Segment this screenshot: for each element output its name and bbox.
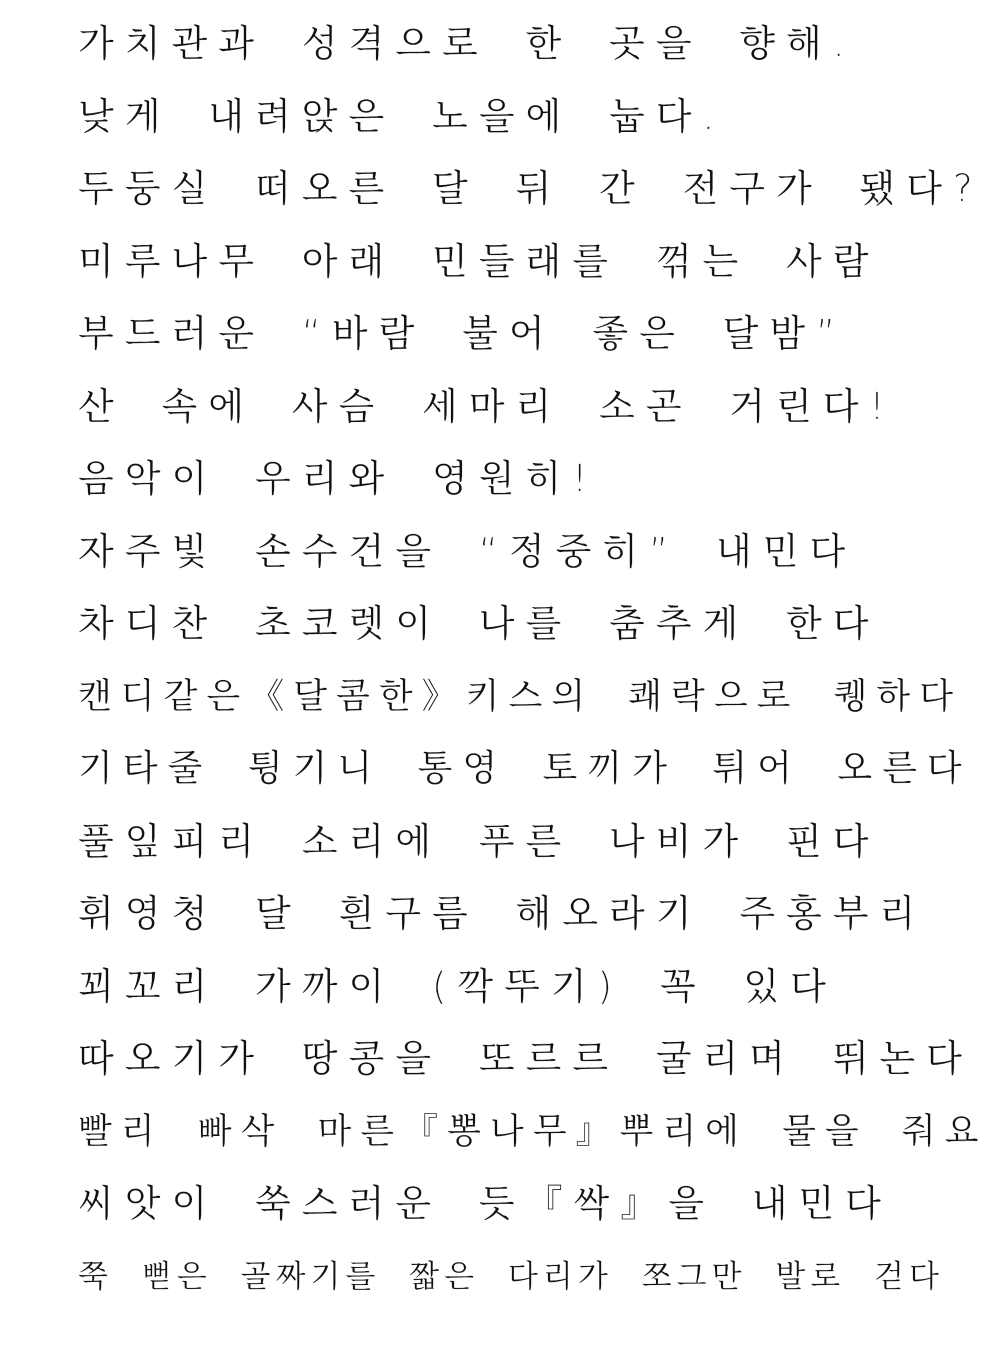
text-line-12: 풀잎피리 소리에 푸른 나비가 핀다 — [78, 819, 880, 863]
text-line-14: 꾀꼬리 가까이 (깍뚜기) 꼭 있다 — [78, 964, 837, 1008]
text-line-4: 미루나무 아래 민들래를 꺾는 사람 — [78, 239, 880, 283]
text-line-18: 쭉 뻗은 골짜기를 짧은 다리가 쪼그만 발로 걷다 — [78, 1258, 944, 1295]
text-line-1: 가치관과 성격으로 한 곳을 향해. — [78, 22, 856, 65]
text-lines — [78, 16, 988, 1321]
text-line-10: 캔디같은《달콤한》키스의 쾌락으로 퀭하다 — [78, 676, 963, 717]
text-line-16: 빨리 빠삭 마른『뽕나무』뿌리에 물을 줘요 — [78, 1111, 988, 1152]
text-line-3: 두둥실 떠오른 달 뒤 간 전구가 됐다? — [78, 167, 984, 210]
text-line-17: 씨앗이 쑥스러운 듯『싹』을 내민다 — [78, 1182, 892, 1225]
text-line-9: 차디찬 초코렛이 나를 춤추게 한다 — [78, 602, 880, 645]
text-line-2: 낮게 내려앉은 노을에 눕다. — [78, 94, 726, 138]
text-line-7: 음악이 우리와 영원히! — [78, 457, 599, 500]
text-line-6: 산 속에 사슴 세마리 소곤 거린다! — [78, 384, 896, 428]
text-line-8: 자주빛 손수건을 “정중히” 내민다 — [78, 529, 857, 573]
text-line-11: 기타줄 튕기니 통영 토끼가 튀어 오른다 — [78, 748, 972, 789]
text-line-15: 따오기가 땅콩을 또르르 굴리며 뛰논다 — [78, 1037, 973, 1080]
text-line-13: 휘영청 달 흰구름 해오라기 주홍부리 — [78, 892, 927, 935]
text-line-5: 부드러운 “바람 불어 좋은 달밤” — [78, 312, 847, 355]
